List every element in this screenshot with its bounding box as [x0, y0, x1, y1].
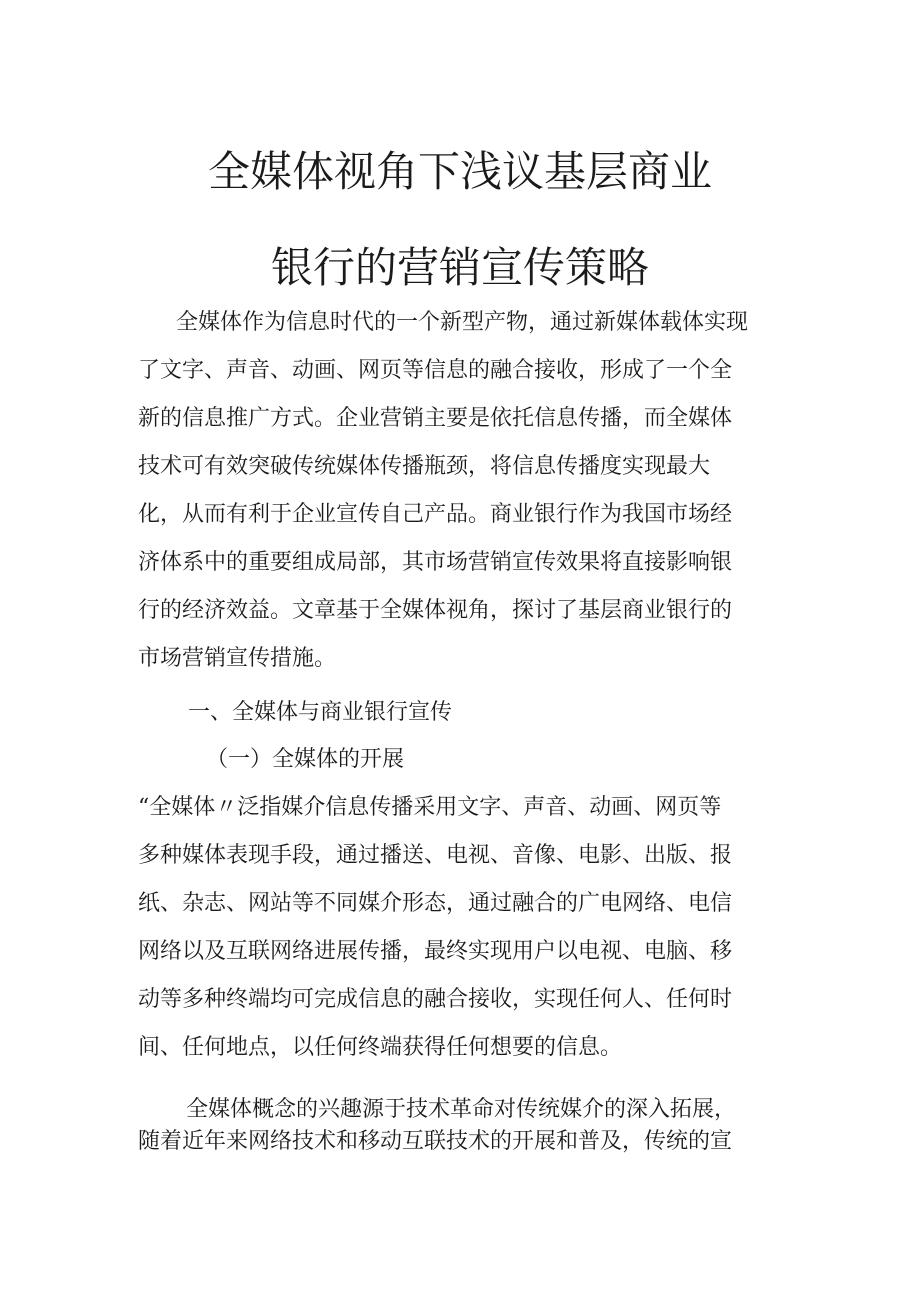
text-line: 行的经济效益。文章基于全媒体视角，探讨了基层商业银行的	[138, 598, 733, 623]
text-line: 动等多种终端均可完成信息的融合接收，实现任何人、任何时	[138, 987, 733, 1012]
document-title-line-2: 银行的营销宣传策略	[270, 243, 649, 292]
text-line: 市场营销宣传措施。	[138, 646, 337, 671]
text-line: 新的信息推广方式。企业营销主要是依托信息传播，而全媒体	[138, 406, 733, 431]
text-line: 化，从而有利于企业宣传自己产品。商业银行作为我国市场经	[138, 502, 733, 527]
text-line: 随着近年来网络技术和移动互联技术的开展和普及，传统的宣	[138, 1129, 733, 1154]
section-heading: 一、全媒体与商业银行宣传	[188, 700, 453, 725]
text-line: 纸、杂志、网站等不同媒介形态，通过融合的广电网络、电信	[138, 891, 733, 916]
text-line: 全媒体概念的兴趣源于技术革命对传统媒介的深入拓展，	[186, 1097, 737, 1122]
text-line: 多种媒体表现手段，通过播送、电视、音像、电影、出版、报	[138, 843, 733, 868]
text-line: 济体系中的重要组成局部，其市场营销宣传效果将直接影响银	[138, 550, 733, 575]
text-line: 了文字、声音、动画、网页等信息的融合接收，形成了一个全	[138, 358, 733, 383]
text-line: 间、任何地点，以任何终端获得任何想要的信息。	[138, 1035, 623, 1060]
text-line: 全媒体作为信息时代的一个新型产物，通过新媒体载体实现	[176, 310, 749, 335]
text-line: 技术可有效突破传统媒体传播瓶颈，将信息传播度实现最大	[138, 454, 711, 479]
document-title-line-1: 全媒体视角下浅议基层商业	[207, 147, 712, 196]
subsection-heading: （一）全媒体的开展	[206, 747, 405, 772]
text-line: “全媒体〃泛指媒介信息传播采用文字、声音、动画、网页等	[138, 795, 722, 820]
text-line: 网络以及互联网络进展传播，最终实现用户以电视、电脑、移	[138, 939, 733, 964]
